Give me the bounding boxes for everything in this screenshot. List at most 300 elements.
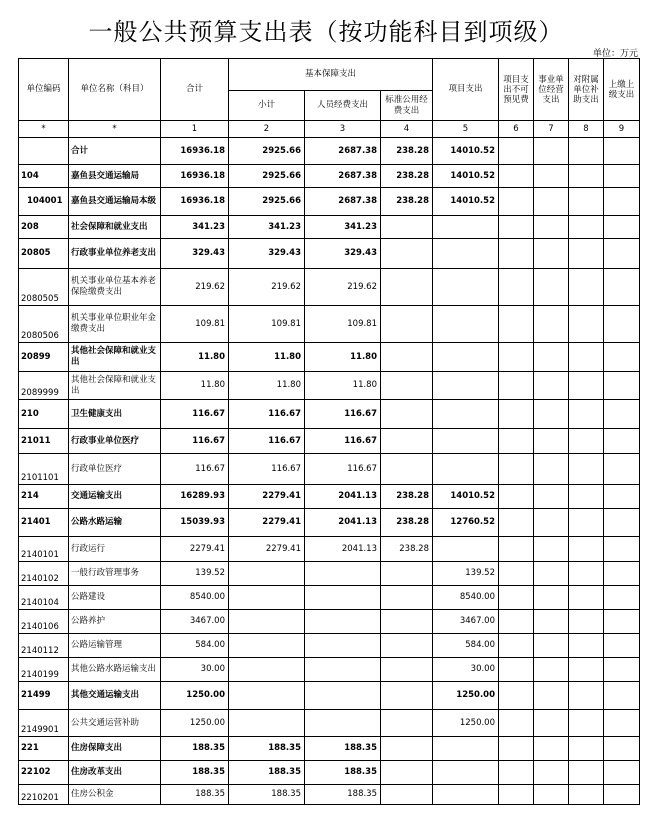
cell-code: 2080506 [19,306,69,343]
cell-project: 584.00 [433,634,499,658]
cell-empty [499,165,534,188]
cell-empty [534,537,569,562]
cell-empty [534,586,569,610]
cell-empty [569,188,604,216]
cell-empty [499,710,534,737]
cell-public [381,737,433,761]
cell-personnel: 2041.13 [305,485,381,509]
cell-empty [499,485,534,509]
cell-code: 2149901 [19,710,69,737]
cell-empty [604,216,640,239]
cell-empty [534,682,569,710]
cell-empty [569,216,604,239]
cell-project [433,400,499,429]
cell-empty [534,785,569,805]
cell-project: 12760.52 [433,509,499,537]
cell-total: 188.35 [161,737,229,761]
cell-personnel: 116.67 [305,400,381,429]
cell-project: 14010.52 [433,165,499,188]
cell-empty [499,400,534,429]
cell-name: 行政单位医疗 [69,454,161,485]
table-row [19,682,640,710]
cell-personnel: 329.43 [305,239,381,269]
cell-name: 社会保障和就业支出 [69,216,161,239]
cell-empty [499,239,534,269]
cell-subtotal: 341.23 [229,216,305,239]
cell-empty [569,269,604,306]
cell-empty [604,306,640,343]
cell-name: 机关事业单位职业年金缴费支出 [69,306,161,343]
cell-empty [569,785,604,805]
cell-code: 2140106 [19,610,69,634]
table-row [19,737,640,761]
cell-code: 104 [19,165,69,188]
cell-total: 341.23 [161,216,229,239]
cell-total: 109.81 [161,306,229,343]
cell-total: 584.00 [161,634,229,658]
cell-name: 嘉鱼县交通运输局 [69,165,161,188]
index-cell: 1 [161,121,229,138]
cell-empty [534,634,569,658]
cell-personnel: 188.35 [305,737,381,761]
table-row [19,658,640,682]
cell-empty [569,372,604,400]
header-project: 项目支出 [433,59,499,121]
header-standard-public: 标准公用经费支出 [381,91,433,121]
cell-empty [499,586,534,610]
header-personnel: 人员经费支出 [305,91,381,121]
table-row [19,400,640,429]
cell-empty [534,429,569,454]
cell-code: 2140101 [19,537,69,562]
cell-empty [499,188,534,216]
cell-code: 20805 [19,239,69,269]
cell-public [381,710,433,737]
cell-total: 16289.93 [161,485,229,509]
table-row [19,761,640,785]
table-row [19,509,640,537]
header-total: 合计 [161,59,229,121]
cell-public: 238.28 [381,537,433,562]
cell-empty [534,400,569,429]
unit-label: 单位：万元 [592,49,638,59]
cell-subtotal [229,710,305,737]
cell-empty [604,269,640,306]
cell-empty [604,537,640,562]
page-title: 一般公共预算支出表（按功能科目到项级） [88,18,564,46]
cell-subtotal: 188.35 [229,761,305,785]
cell-project [433,537,499,562]
cell-empty [534,216,569,239]
cell-name: 公路运输管理 [69,634,161,658]
cell-total: 16936.18 [161,165,229,188]
table-row [19,165,640,188]
cell-personnel: 116.67 [305,429,381,454]
cell-name: 住房公积金 [69,785,161,805]
cell-public [381,562,433,586]
cell-empty [569,306,604,343]
cell-subtotal: 219.62 [229,269,305,306]
cell-empty [499,306,534,343]
cell-name: 公路养护 [69,610,161,634]
cell-subtotal: 116.67 [229,454,305,485]
table-row [19,610,640,634]
cell-subtotal: 2925.66 [229,188,305,216]
cell-code: 2210201 [19,785,69,805]
cell-empty [499,372,534,400]
cell-empty [569,737,604,761]
cell-empty [499,454,534,485]
cell-subtotal: 116.67 [229,429,305,454]
cell-subtotal: 11.80 [229,372,305,400]
cell-empty [569,634,604,658]
cell-empty [604,658,640,682]
cell-empty [534,306,569,343]
cell-code [19,138,69,165]
cell-code: 2140199 [19,658,69,682]
cell-personnel: 11.80 [305,372,381,400]
cell-project: 30.00 [433,658,499,682]
cell-empty [569,429,604,454]
cell-subtotal [229,682,305,710]
header-business-operation: 事业单位经营支出 [534,59,569,121]
cell-personnel [305,658,381,682]
cell-public: 238.28 [381,188,433,216]
cell-empty [499,562,534,586]
cell-project [433,429,499,454]
cell-empty [499,429,534,454]
cell-personnel: 188.35 [305,785,381,805]
cell-total: 219.62 [161,269,229,306]
cell-empty [499,138,534,165]
cell-subtotal [229,586,305,610]
cell-empty [534,658,569,682]
cell-project: 14010.52 [433,138,499,165]
table-row [19,372,640,400]
cell-empty [534,269,569,306]
cell-public [381,785,433,805]
cell-public [381,269,433,306]
cell-public [381,400,433,429]
cell-empty [569,343,604,372]
cell-subtotal [229,562,305,586]
table-row [19,785,640,805]
cell-project: 139.52 [433,562,499,586]
cell-subtotal: 2279.41 [229,485,305,509]
table-row [19,710,640,737]
cell-empty [499,343,534,372]
cell-name: 其他社会保障和就业支出 [69,372,161,400]
header-name: 单位名称（科目） [69,59,161,121]
cell-total: 188.35 [161,785,229,805]
cell-public [381,658,433,682]
cell-empty [569,658,604,682]
cell-empty [604,343,640,372]
cell-name: 住房保障支出 [69,737,161,761]
cell-empty [534,509,569,537]
cell-project [433,239,499,269]
cell-empty [604,710,640,737]
cell-total: 3467.00 [161,610,229,634]
cell-empty [534,485,569,509]
cell-name: 一般行政管理事务 [69,562,161,586]
cell-code: 22102 [19,761,69,785]
cell-empty [499,682,534,710]
cell-empty [604,785,640,805]
cell-empty [604,562,640,586]
table-row [19,138,640,165]
cell-empty [604,682,640,710]
cell-personnel: 116.67 [305,454,381,485]
cell-personnel [305,586,381,610]
cell-empty [534,562,569,586]
cell-name: 行政事业单位医疗 [69,429,161,454]
table-row [19,586,640,610]
cell-empty [569,710,604,737]
cell-total: 8540.00 [161,586,229,610]
cell-project: 1250.00 [433,710,499,737]
cell-total: 329.43 [161,239,229,269]
cell-public [381,372,433,400]
cell-public [381,343,433,372]
cell-subtotal: 11.80 [229,343,305,372]
cell-empty [534,165,569,188]
cell-empty [569,165,604,188]
cell-personnel [305,710,381,737]
table-row [19,306,640,343]
cell-total: 16936.18 [161,188,229,216]
cell-name: 行政事业单位养老支出 [69,239,161,269]
cell-project [433,454,499,485]
cell-empty [604,610,640,634]
cell-name: 其他交通运输支出 [69,682,161,710]
cell-total: 11.80 [161,372,229,400]
cell-project [433,372,499,400]
cell-public [381,682,433,710]
cell-name: 交通运输支出 [69,485,161,509]
cell-total: 139.52 [161,562,229,586]
table-row [19,454,640,485]
cell-personnel: 219.62 [305,269,381,306]
cell-total: 1250.00 [161,710,229,737]
cell-empty [604,400,640,429]
table-row [19,343,640,372]
table-row [19,239,640,269]
cell-public [381,586,433,610]
cell-public [381,634,433,658]
header-subtotal: 小计 [229,91,305,121]
cell-name: 住房改革支出 [69,761,161,785]
table-row [19,188,640,216]
cell-total: 116.67 [161,400,229,429]
cell-empty [569,400,604,429]
cell-code: 208 [19,216,69,239]
cell-empty [569,610,604,634]
cell-total: 30.00 [161,658,229,682]
cell-code: 104001 [19,188,69,216]
header-subsidy-subordinate: 对附属单位补助支出 [569,59,604,121]
cell-subtotal: 188.35 [229,785,305,805]
cell-subtotal: 2279.41 [229,537,305,562]
cell-project: 3467.00 [433,610,499,634]
cell-empty [604,454,640,485]
cell-name: 行政运行 [69,537,161,562]
cell-personnel: 2041.13 [305,509,381,537]
cell-public [381,610,433,634]
cell-code: 2140104 [19,586,69,610]
index-cell: 7 [534,121,569,138]
cell-personnel: 2041.13 [305,537,381,562]
cell-subtotal: 2925.66 [229,165,305,188]
cell-project [433,737,499,761]
index-cell: * [19,121,69,138]
header-basic-group: 基本保障支出 [229,59,433,91]
cell-empty [534,454,569,485]
cell-project: 8540.00 [433,586,499,610]
cell-subtotal [229,610,305,634]
cell-subtotal: 116.67 [229,400,305,429]
cell-empty [569,509,604,537]
cell-empty [569,586,604,610]
cell-code: 2080505 [19,269,69,306]
cell-empty [569,485,604,509]
cell-code: 221 [19,737,69,761]
cell-empty [499,737,534,761]
cell-subtotal [229,658,305,682]
index-cell: 4 [381,121,433,138]
index-cell: 6 [499,121,534,138]
cell-personnel: 109.81 [305,306,381,343]
cell-empty [499,785,534,805]
cell-public: 238.28 [381,138,433,165]
index-cell: 3 [305,121,381,138]
index-cell: * [69,121,161,138]
table-row [19,429,640,454]
cell-empty [604,737,640,761]
cell-public: 238.28 [381,509,433,537]
cell-personnel: 2687.38 [305,165,381,188]
header-code: 单位编码 [19,59,69,121]
cell-empty [569,454,604,485]
cell-empty [569,239,604,269]
cell-public: 238.28 [381,485,433,509]
cell-project [433,785,499,805]
header-row-1 [19,59,640,91]
cell-personnel: 2687.38 [305,188,381,216]
cell-empty [604,761,640,785]
cell-empty [604,188,640,216]
cell-total: 116.67 [161,454,229,485]
cell-public [381,216,433,239]
cell-empty [534,138,569,165]
cell-project [433,306,499,343]
cell-subtotal: 2925.66 [229,138,305,165]
cell-empty [534,610,569,634]
index-cell: 2 [229,121,305,138]
cell-name: 卫生健康支出 [69,400,161,429]
cell-public [381,429,433,454]
header-project-nonforeseeable: 项目支出不可预见费 [499,59,534,121]
cell-code: 2101101 [19,454,69,485]
cell-code: 20899 [19,343,69,372]
cell-empty [604,509,640,537]
cell-empty [569,537,604,562]
cell-personnel: 11.80 [305,343,381,372]
cell-personnel [305,682,381,710]
cell-project [433,216,499,239]
cell-personnel [305,562,381,586]
cell-name: 公路建设 [69,586,161,610]
cell-empty [534,343,569,372]
cell-empty [499,658,534,682]
cell-empty [499,610,534,634]
cell-empty [569,562,604,586]
cell-code: 214 [19,485,69,509]
cell-name: 合计 [69,138,161,165]
index-row [19,121,640,138]
table-row [19,634,640,658]
cell-empty [534,737,569,761]
cell-public [381,239,433,269]
cell-code: 2089999 [19,372,69,400]
cell-project [433,761,499,785]
header-upper-payment: 上缴上级支出 [604,59,640,121]
cell-project [433,343,499,372]
cell-personnel [305,610,381,634]
cell-personnel: 341.23 [305,216,381,239]
cell-code: 2140102 [19,562,69,586]
cell-code: 21401 [19,509,69,537]
cell-project: 14010.52 [433,485,499,509]
cell-empty [604,429,640,454]
index-cell: 5 [433,121,499,138]
cell-personnel [305,634,381,658]
cell-empty [499,537,534,562]
cell-code: 2140112 [19,634,69,658]
cell-empty [499,216,534,239]
cell-empty [569,682,604,710]
cell-subtotal: 2279.41 [229,509,305,537]
cell-name: 机关事业单位基本养老保险缴费支出 [69,269,161,306]
cell-empty [499,634,534,658]
cell-total: 1250.00 [161,682,229,710]
table-row [19,562,640,586]
cell-empty [604,372,640,400]
table-row [19,485,640,509]
budget-table [18,58,640,805]
cell-total: 15039.93 [161,509,229,537]
cell-empty [569,138,604,165]
cell-subtotal [229,634,305,658]
cell-empty [534,710,569,737]
index-cell: 8 [569,121,604,138]
cell-name: 嘉鱼县交通运输局本级 [69,188,161,216]
cell-name: 其他社会保障和就业支出 [69,343,161,372]
cell-personnel: 188.35 [305,761,381,785]
cell-empty [534,239,569,269]
cell-personnel: 2687.38 [305,138,381,165]
cell-public [381,761,433,785]
cell-code: 21011 [19,429,69,454]
cell-total: 2279.41 [161,537,229,562]
cell-total: 16936.18 [161,138,229,165]
cell-empty [569,761,604,785]
cell-subtotal: 188.35 [229,737,305,761]
cell-empty [534,372,569,400]
cell-public [381,454,433,485]
cell-empty [604,634,640,658]
table-row [19,216,640,239]
